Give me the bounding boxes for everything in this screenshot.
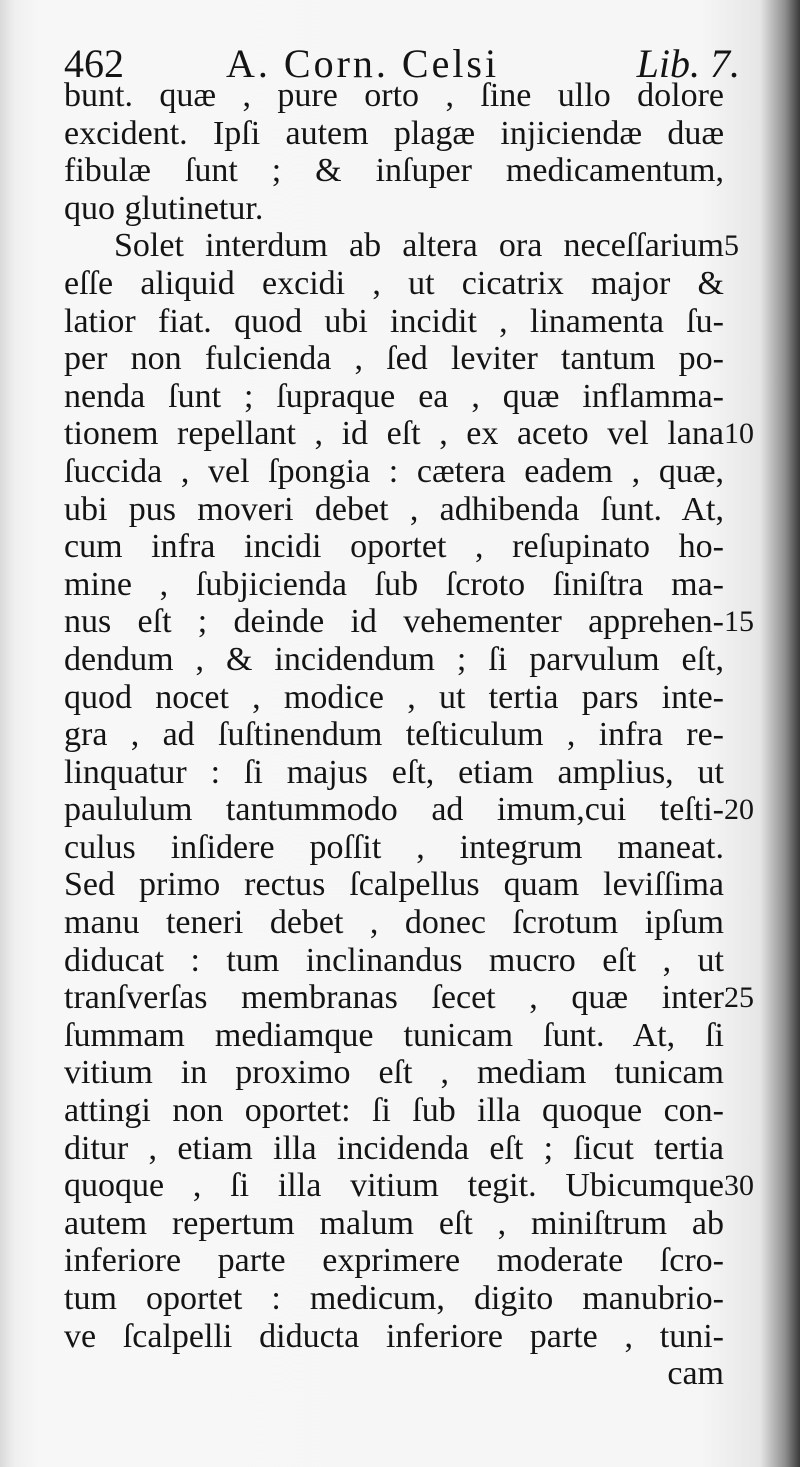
margin-line-number: 25	[724, 981, 754, 1015]
body-text	[64, 77, 724, 1393]
text-line: ditur , etiam illa incidenda eſt ; ſicut tertia	[64, 1129, 724, 1167]
text-line: tum oportet : medicum, digito manubrio-	[64, 1280, 724, 1317]
text-line: bunt. quæ , pure orto , ſine ullo dolore	[64, 77, 724, 114]
text-line: mine , ſubjicienda ſub ſcroto ſiniſtra ma-	[64, 565, 724, 603]
text-line: tranſverſas membranas ſecet , quæ inter	[64, 979, 724, 1017]
text-line: Solet interdum ab altera ora neceſſarium	[114, 227, 724, 265]
text-line: autem repertum malum eſt , miniſtrum ab	[64, 1204, 724, 1242]
text-line: vitium in proximo eſt , mediam tunicam	[64, 1054, 724, 1092]
text-line: Sed primo rectus ſcalpellus quam leviſſima	[64, 866, 724, 904]
text-line: quoque , ſi illa vitium tegit. Ubicumque	[64, 1167, 724, 1205]
text-line: nenda ſunt ; ſupraque ea , quæ inflamma-	[64, 377, 724, 415]
text-line: paululum tantummodo ad imum,cui teſti-	[64, 791, 724, 829]
text-line: latior fiat. quod ubi incidit , linamenta ſu-	[64, 302, 724, 340]
text-line: diducat : tum inclinandus mucro eſt , ut	[64, 941, 724, 979]
text-line: attingi non oportet: ſi ſub illa quoque con-	[64, 1092, 724, 1130]
running-title: A. Corn. Celsi	[226, 41, 500, 86]
text-line: eſſe aliquid excidi , ut cicatrix major &	[64, 264, 724, 302]
text-line: linquatur : ſi majus eſt, etiam amplius, ut	[64, 753, 724, 791]
text-line: quo glutinetur.	[64, 189, 264, 227]
margin-line-number: 10	[724, 417, 754, 451]
text-line: cum infra incidi oportet , reſupinato ho-	[64, 528, 724, 566]
margin-line-number: 5	[724, 229, 739, 263]
text-line: manu teneri debet , donec ſcrotum ipſum	[64, 904, 724, 942]
margin-line-number: 15	[724, 605, 754, 639]
text-line: gra , ad ſuſtinendum teſticulum , infra re-	[64, 716, 724, 754]
text-line: quod nocet , modice , ut tertia pars inte-	[64, 678, 724, 716]
page-number: 462	[64, 41, 124, 86]
catchword: cam	[667, 1355, 724, 1393]
text-line: ſummam mediamque tunicam ſunt. At, ſi	[64, 1016, 724, 1054]
book-reference: Lib. 7.	[636, 41, 740, 86]
text-line: culus inſidere poſſit , integrum maneat.	[64, 828, 724, 866]
text-line: fibulæ ſunt ; & inſuper medicamentum,	[64, 152, 724, 190]
text-line: ſuccida , vel ſpongia : cætera eadem , quæ,	[64, 452, 724, 490]
text-line: per non fulcienda , ſed leviter tantum po-	[64, 340, 724, 378]
text-line: inferiore parte exprimere moderate ſcro-	[64, 1242, 724, 1280]
text-line: ve ſcalpelli diducta inferiore parte , tuni-	[64, 1317, 724, 1355]
text-line: nus eſt ; deinde id vehementer apprehen-	[64, 603, 724, 641]
text-line: tionem repellant , id eſt , ex aceto vel lana	[64, 415, 724, 453]
text-line: dendum , & incidendum ; ſi parvulum eſt,	[64, 640, 724, 678]
text-line: ubi pus moveri debet , adhibenda ſunt. At,	[64, 490, 724, 528]
margin-line-number: 20	[724, 793, 754, 827]
margin-line-number: 30	[724, 1169, 754, 1203]
text-line: excident. Ipſi autem plagæ injiciendæ duæ	[64, 114, 724, 152]
